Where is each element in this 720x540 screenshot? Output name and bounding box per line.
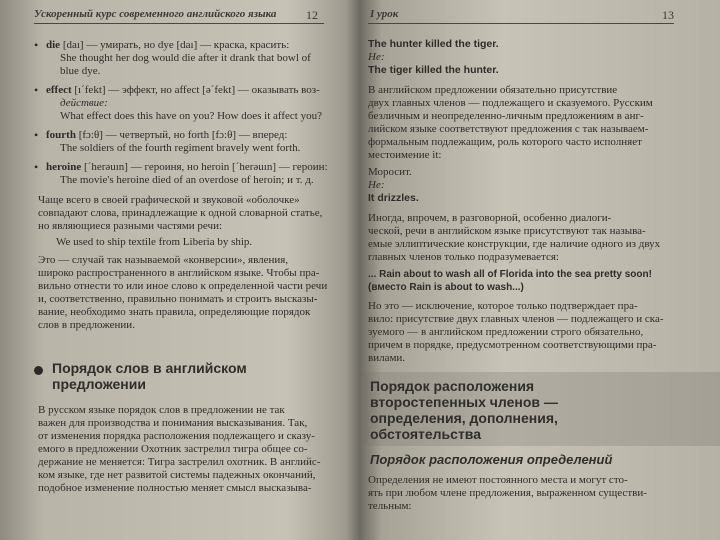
vocab-entry	[46, 39, 289, 52]
example-russian: Моросит.	[368, 166, 412, 178]
vocab-entry	[46, 161, 328, 174]
section-heading: Порядок расположения второстепенных членов — определения, дополнения, обстоятельства	[370, 378, 558, 442]
entry-definition: [fɔ:θ] — четвертый, но forth [fɔ:θ] — вперед:	[78, 129, 288, 141]
header-rule	[368, 23, 674, 24]
entry-definition: [daı] — умирать, но dye [daı] — краска, красить:	[62, 39, 290, 51]
left-page	[0, 0, 352, 540]
entry-definition: [´herəuın] — героиня, но heroin [´herəuın] — героин:	[84, 161, 328, 173]
paragraph: Чаще всего в своей графической и звуковой «оболочке» совпадают слова, принадлежащие к одной словарной статье, но являющиеся разными частями речи:	[38, 194, 323, 232]
subsection-heading: Порядок расположения определений	[370, 452, 613, 467]
running-head: I урок	[370, 8, 399, 20]
running-head: Ускоренный курс современного английского языка	[34, 8, 277, 20]
example-sentence: It drizzles.	[368, 192, 419, 204]
bullet-icon: •	[34, 160, 39, 174]
entry-word: heroine	[46, 161, 82, 173]
entry-word: die	[46, 39, 61, 51]
entry-example: What effect does this have on you? How does it affect you?	[60, 110, 322, 122]
paragraph: Но это — исключение, которое только подтверждает пра- вило: присутствие двух главных членов — подлежащего и ска- зуемого — в английском предложении строго обязательно, причем в порядке, предусмотренном соответствующими пра- вилами.	[368, 300, 664, 364]
entry-example: She thought her dog would die after it drank that bowl of	[60, 52, 311, 64]
bullet-icon: •	[34, 83, 39, 97]
entry-word: effect	[46, 84, 72, 96]
section-heading: Порядок слов в английском предложении	[52, 360, 247, 392]
paragraph: В английском предложении обязательно присутствие двух главных членов — подлежащего и сказуемого. Русским безличным и неопределенно-личным предложениям в анг- лийском языке соответствуют предложения с так называем- формальным подлежащим, роль которого часто исполняет местоимение it:	[368, 84, 653, 161]
paragraph: В русском языке порядок слов в предложении не так важен для производства и понимания высказывания. Так, от изменения порядка расположения подлежащего и сказу- емого в предложении Охотник застрелил тигра общее со- держание не меняется: Тигра застрелил охотник. В английс- ком языке, где нет развитой системы падежных окончаний, подобное изменение полностью меняет смысл высказыва-	[38, 404, 321, 494]
paragraph: Определения не имеют постоянного места и могут сто- ять при любом члене предложения, выраженном существи- тельным:	[368, 474, 647, 512]
paragraph: Это — случай так называемой «конверсии», явления, широко распространенного в английском языке. Чтобы пра- вильно отнести то или иное слово к определенной части речи и, соответственно, правильно понимать и строить высказы- вание, необходимо знать правила, определяющие порядок слов в предложении.	[38, 254, 328, 331]
entry-example: The soldiers of the fourth regiment bravely went forth.	[60, 142, 301, 154]
example-sentence: We used to ship textile from Liberia by ship.	[56, 236, 253, 248]
section-bullet-icon	[34, 366, 43, 375]
entry-word: fourth	[46, 129, 76, 141]
bullet-icon: •	[34, 38, 39, 52]
vocab-entry	[46, 129, 287, 142]
entry-example: The movie's heroine died of an overdose of heroin; и т. д.	[60, 174, 314, 186]
vocab-entry	[46, 84, 320, 97]
bullet-icon: •	[34, 128, 39, 142]
example-sentence: The hunter killed the tiger.	[368, 38, 499, 50]
page-number: 12	[306, 8, 318, 22]
entry-example: blue dye.	[60, 65, 101, 77]
entry-definition: [ı´fekt] — эффект, но affect [ə´fekt] — оказывать воз-	[74, 84, 320, 96]
right-page	[362, 0, 720, 540]
example-sentence: ... Rain about to wash all of Florida into the sea pretty soon!	[368, 269, 652, 280]
example-marker: Не:	[368, 51, 385, 63]
page-number: 13	[662, 8, 674, 22]
example-marker: Не:	[368, 179, 385, 191]
header-rule	[34, 23, 324, 24]
paragraph: Иногда, впрочем, в разговорной, особенно диалоги- ческой, речи в английском языке присутствуют так называ- емые эллиптические конструкции, где наличие одного из двух главных членов только подразумевается:	[368, 212, 661, 263]
example-sentence: (вместо Rain is about to wash...)	[368, 282, 524, 293]
example-sentence: The tiger killed the hunter.	[368, 64, 499, 76]
entry-definition-cont: действие:	[60, 97, 108, 109]
